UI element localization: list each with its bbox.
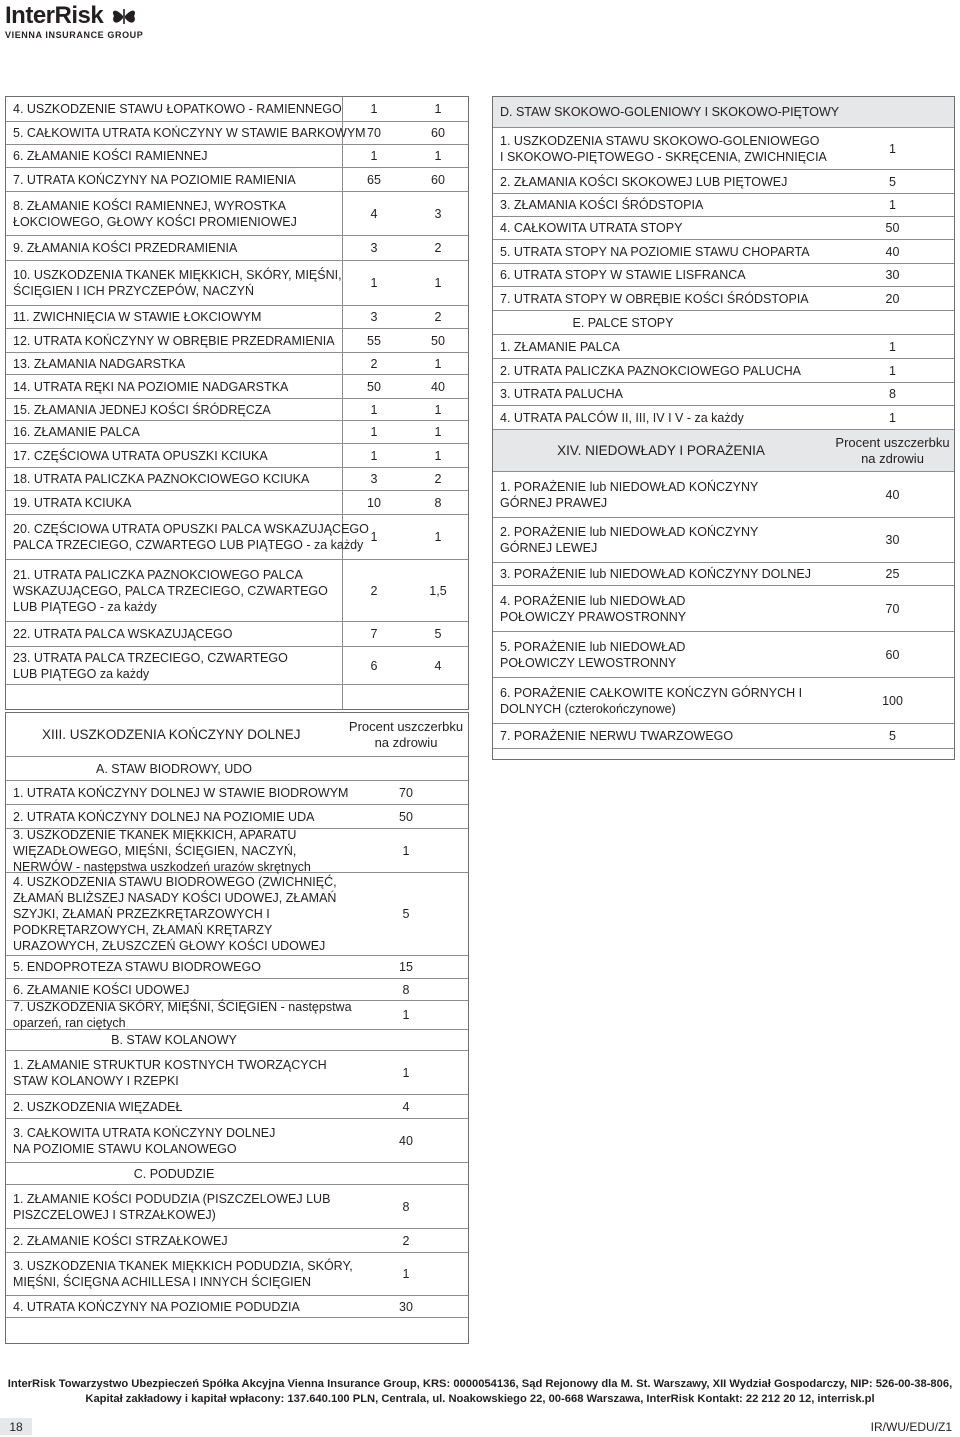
value-column-2: 1,5 (429, 583, 447, 598)
row-label: 16. ZŁAMANIE PALCA (13, 425, 140, 439)
footer-line-2: Kapitał zakładowy i kapitał wpłacony: 137.640.100 PLN, Centrala, ul. Noakowskiego 22, 00-668 Warszawa, InterRisk Kontakt: 22 212 20 12, interrisk.pl (85, 1393, 875, 1405)
value-column-1: 10 (367, 495, 381, 510)
row-label: 2. UTRATA KOŃCZYNY DOLNEJ NA POZIOMIE UDA (13, 809, 315, 824)
table-row (6, 122, 468, 145)
percent-value: 40 (885, 244, 900, 259)
table-row (6, 1185, 468, 1229)
row-label: 19. UTRATA KCIUKA (13, 495, 132, 510)
footer-line-1: InterRisk Towarzystwo Ubezpieczeń Spółka Akcyjna Vienna Insurance Group, KRS: 0000054136, Sąd Rejonowy dla M. St. Warszawy, XII Wydział Gospodarczy, NIP: 526-00-38-806, (7, 1378, 953, 1390)
percent-value: 8 (402, 1199, 410, 1214)
table-row (6, 873, 468, 956)
value-column-2: 1 (434, 530, 442, 544)
butterfly-icon (111, 3, 137, 29)
row-label: 3. CAŁKOWITA UTRATA KOŃCZYNY DOLNEJ NA POZIOMIE STAWU KOLANOWEGO (13, 1125, 276, 1156)
table-row (6, 1001, 468, 1030)
value-column-2: 40 (431, 379, 445, 394)
table-row (493, 264, 954, 287)
percent-value: 30 (885, 533, 900, 547)
value-column-2: 50 (431, 333, 445, 348)
value-column-2: 2 (434, 472, 442, 486)
value-column-1: 1 (370, 448, 378, 463)
value-column-1: 1 (370, 425, 378, 439)
table-row (6, 306, 468, 329)
row-label: 7. USZKODZENIA SKÓRY, MIĘŚNI, ŚCIĘGIEN - następstwa oparzeń, ran ciętych (13, 1000, 352, 1030)
row-label: 20. CZĘŚCIOWA UTRATA OPUSZKI PALCA WSKAZUJĄCEGO PALCA TRZECIEGO, CZWARTEGO LUB PIĄTEGO - za każdy (13, 522, 369, 552)
table-row (6, 444, 468, 468)
subsection-header-row (6, 1163, 468, 1185)
percent-value: 70 (399, 785, 413, 800)
value-column-1: 1 (370, 149, 378, 163)
section-title-row (6, 713, 468, 757)
table-row (6, 1296, 468, 1318)
row-label: 5. CAŁKOWITA UTRATA KOŃCZYNY W STAWIE BARKOWYM (13, 126, 366, 140)
percent-value: 70 (885, 601, 900, 616)
row-label: 4. UTRATA PALCÓW II, III, IV I V - za każdy (500, 410, 744, 425)
percent-value: 60 (885, 647, 900, 662)
row-label: 1. USZKODZENIA STAWU SKOKOWO-GOLENIOWEGO I SKOKOWO-PIĘTOWEGO - SKRĘCENIA, ZWICHNIĘCIA (500, 133, 827, 164)
company-footer (0, 1377, 960, 1407)
row-label: 4. CAŁKOWITA UTRATA STOPY (500, 221, 683, 235)
row-label: 3. USZKODZENIA TKANEK MIĘKKICH PODUDZIA, SKÓRY, MIĘŚNI, ŚCIĘGNA ACHILLESA I INNYCH ŚCIĘGIEN (13, 1259, 353, 1289)
table-row (493, 287, 954, 311)
table-row (6, 192, 468, 236)
value-column-2: 8 (434, 495, 442, 510)
row-label: 18. UTRATA PALICZKA PAZNOKCIOWEGO KCIUKA (13, 472, 310, 486)
percent-value: 30 (885, 268, 900, 282)
section-header: D. STAW SKOKOWO-GOLENIOWY I SKOKOWO-PIĘTOWY (500, 105, 840, 119)
table-row (6, 261, 468, 306)
row-label: 1. ZŁAMANIE PALCA (500, 339, 620, 354)
table-row (6, 515, 468, 560)
percent-value: 1 (889, 410, 896, 425)
table-row (6, 622, 468, 647)
subsection-header: E. PALCE STOPY (572, 315, 674, 330)
percent-value: 1 (402, 1065, 410, 1080)
table-row (493, 170, 954, 194)
percent-value: 1 (402, 1008, 410, 1022)
percent-value: 4 (402, 1099, 410, 1114)
value-column-2: 1 (434, 425, 442, 439)
row-label: 7. UTRATA KOŃCZYNY NA POZIOMIE RAMIENIA (13, 172, 296, 187)
value-column-2: 1 (434, 402, 442, 417)
row-label: 12. UTRATA KOŃCZYNY W OBRĘBIE PRZEDRAMIENIA (13, 333, 335, 348)
value-column-1: 2 (370, 583, 378, 598)
subsection-header: C. PODUDZIE (133, 1166, 215, 1181)
table-row (6, 1095, 468, 1119)
subsection-header: B. STAW KOLANOWY (111, 1033, 237, 1047)
row-label: 7. UTRATA STOPY W OBRĘBIE KOŚCI ŚRÓDSTOPIA (500, 291, 809, 306)
lower-limb-table (5, 712, 469, 1344)
table-row (6, 236, 468, 261)
upper-limb-table (5, 96, 469, 710)
percent-value: 1 (402, 843, 410, 858)
row-label: 4. USZKODZENIE STAWU ŁOPATKOWO - RAMIENNEGO (13, 102, 342, 116)
section-title: XIV. NIEDOWŁADY I PORAŻENIA (557, 442, 765, 458)
row-label: 2. UTRATA PALICZKA PAZNOKCIOWEGO PALUCHA (500, 363, 801, 378)
value-column-2: 4 (434, 658, 442, 673)
percent-value: 5 (889, 174, 896, 189)
row-label: 3. UTRATA PALUCHA (500, 387, 623, 401)
percent-value: 8 (402, 982, 410, 997)
row-label: 1. ZŁAMANIE KOŚCI PODUDZIA (PISZCZELOWEJ LUB PISZCZELOWEJ I STRZAŁKOWEJ) (13, 1191, 331, 1222)
table-row (493, 335, 954, 359)
percent-value: 2 (402, 1233, 410, 1248)
foot-and-paralysis-table (492, 96, 955, 760)
table-row (6, 979, 468, 1001)
document-code: IR/WU/EDU/Z1 (870, 1420, 952, 1434)
row-label: 5. PORAŻENIE lub NIEDOWŁAD POŁOWICZY LEWOSTRONNY (500, 639, 686, 670)
section-header-row (493, 97, 954, 128)
percent-value: 40 (885, 487, 900, 502)
value-column-2: 1 (434, 356, 442, 371)
value-column-2: 1 (434, 448, 442, 463)
value-column-1: 1 (370, 402, 378, 417)
value-column-2: 5 (434, 627, 442, 641)
percent-value: 1 (889, 198, 896, 212)
row-label: 1. UTRATA KOŃCZYNY DOLNEJ W STAWIE BIODROWYM (13, 785, 349, 800)
value-column-2: 2 (434, 241, 442, 255)
table-row (493, 383, 954, 406)
section-title: XIII. USZKODZENIA KOŃCZYNY DOLNEJ (42, 726, 301, 742)
row-label: 14. UTRATA RĘKI NA POZIOMIE NADGARSTKA (13, 379, 289, 394)
percent-value: 15 (399, 960, 413, 974)
table-row (493, 194, 954, 217)
percent-value: 1 (889, 339, 896, 354)
row-label: 1. ZŁAMANIE STRUKTUR KOSTNYCH TWORZĄCYCH STAW KOLANOWY I RZEPKI (13, 1057, 327, 1088)
row-label: 4. USZKODZENIA STAWU BIODROWEGO (ZWICHNIĘĆ, ZŁAMAŃ BLIŻSZEJ NASADY KOŚCI UDOWEJ, ZŁAMAŃ SZYJKI, ZŁAMAŃ PRZEZKRĘTARZOWYCH I PODKRĘTARZOWYCH, ZŁAMAŃ KRĘTARZY URAZOWYCH, ZŁUSZCZEŃ GŁOWY KOŚCI UDOWEJ (13, 875, 337, 953)
table-row (6, 647, 468, 685)
table-row (6, 168, 468, 192)
row-label: 3. ZŁAMANIA KOŚCI ŚRÓDSTOPIA (500, 198, 704, 212)
value-column-2: 60 (431, 172, 445, 187)
table-row (493, 518, 954, 563)
value-column-2: 2 (434, 310, 442, 324)
value-column-1: 3 (370, 310, 378, 324)
value-column-1: 50 (367, 379, 381, 394)
table-row (493, 217, 954, 240)
percent-value: 5 (402, 907, 410, 921)
row-label: 4. UTRATA KOŃCZYNY NA POZIOMIE PODUDZIA (13, 1299, 300, 1314)
table-row (6, 560, 468, 622)
value-column-1: 55 (367, 333, 381, 348)
table-row (493, 563, 954, 586)
value-column-1: 3 (370, 241, 378, 255)
table-row (493, 240, 954, 264)
row-label: 6. UTRATA STOPY W STAWIE LISFRANCA (500, 268, 746, 282)
logo-wordmark: InterRisk (5, 2, 104, 29)
row-label: 13. ZŁAMANIA NADGARSTKA (13, 356, 186, 371)
value-column-1: 7 (370, 627, 378, 641)
table-row (6, 1051, 468, 1095)
value-column-1: 1 (370, 530, 378, 544)
percent-value: 1 (889, 363, 896, 378)
table-row (6, 468, 468, 491)
row-label: 2. PORAŻENIE lub NIEDOWŁAD KOŃCZYNY GÓRNEJ LEWEJ (500, 525, 759, 555)
row-label: 10. USZKODZENIA TKANEK MIĘKKICH, SKÓRY, MIĘŚNI, ŚCIĘGIEN I ICH PRZYCZEPÓW, NACZYŃ (13, 268, 342, 298)
table-row (493, 678, 954, 724)
value-column-2: 1 (434, 149, 442, 163)
table-row (6, 829, 468, 873)
row-label: 23. UTRATA PALCA TRZECIEGO, CZWARTEGO LUB PIĄTEGO za każdy (13, 650, 288, 681)
table-row (6, 956, 468, 979)
percent-value: 100 (882, 693, 903, 708)
percent-value: 1 (889, 141, 896, 156)
value-column-1: 1 (370, 276, 378, 290)
percent-value: 40 (399, 1133, 413, 1148)
row-label: 5. ENDOPROTEZA STAWU BIODROWEGO (13, 960, 261, 974)
row-label: 15. ZŁAMANIA JEDNEJ KOŚCI ŚRÓDRĘCZA (13, 402, 271, 417)
page-number: 18 (0, 1418, 32, 1435)
percent-value: 50 (399, 809, 413, 824)
percent-value: 1 (402, 1267, 410, 1281)
subsection-header-row (6, 757, 468, 781)
row-label: 3. PORAŻENIE lub NIEDOWŁAD KOŃCZYNY DOLNEJ (500, 567, 811, 581)
value-column-1: 1 (370, 102, 378, 116)
subsection-header: A. STAW BIODROWY, UDO (95, 761, 253, 776)
value-column-1: 2 (370, 356, 378, 371)
company-logo (5, 3, 145, 55)
value-column-2: 3 (434, 206, 442, 221)
row-label: 17. CZĘŚCIOWA UTRATA OPUSZKI KCIUKA (13, 448, 268, 463)
row-label: 3. USZKODZENIE TKANEK MIĘKKICH, APARATU WIĘZADŁOWEGO, MIĘŚNI, ŚCIĘGIEN, NACZYŃ, NERWÓW - następstwa uszkodzeń urazów skrętnych (13, 827, 311, 874)
row-label: 22. UTRATA PALCA WSKAZUJĄCEGO (13, 627, 233, 641)
row-label: 8. ZŁAMANIE KOŚCI RAMIENNEJ, WYROSTKA ŁOKCIOWEGO, GŁOWY KOŚCI PROMIENIOWEJ (13, 198, 297, 229)
value-column-1: 6 (370, 658, 378, 673)
percent-value: 50 (885, 221, 900, 235)
value-column-1: 70 (367, 126, 381, 140)
table-row (6, 145, 468, 168)
percent-header: Procent uszczerbku na zdrowiu (835, 434, 950, 466)
row-label: 9. ZŁAMANIA KOŚCI PRZEDRAMIENIA (13, 241, 238, 255)
row-label: 2. ZŁAMANIA KOŚCI SKOKOWEJ LUB PIĘTOWEJ (500, 174, 788, 189)
table-row (6, 1229, 468, 1253)
row-label: 21. UTRATA PALICZKA PAZNOKCIOWEGO PALCA WSKAZUJĄCEGO, PALCA TRZECIEGO, CZWARTEGO LUB PIĄTEGO - za każdy (13, 567, 328, 614)
table-row (493, 359, 954, 383)
row-label: 4. PORAŻENIE lub NIEDOWŁAD POŁOWICZY PRAWOSTRONNY (500, 593, 687, 624)
value-column-1: 3 (370, 472, 378, 486)
table-row (493, 406, 954, 430)
row-label: 11. ZWICHNIĘCIA W STAWIE ŁOKCIOWYM (13, 310, 262, 324)
value-column-2: 1 (434, 276, 442, 290)
percent-value: 8 (889, 387, 896, 401)
subsection-header-row (493, 311, 954, 335)
table-row (6, 805, 468, 829)
table-row (6, 491, 468, 515)
table-row (6, 781, 468, 805)
row-label: 2. USZKODZENIA WIĘZADEŁ (13, 1099, 183, 1114)
table-row (6, 421, 468, 444)
table-row (493, 724, 954, 749)
table-row (6, 353, 468, 375)
row-label: 2. ZŁAMANIE KOŚCI STRZAŁKOWEJ (13, 1233, 228, 1248)
table-row (6, 329, 468, 353)
percent-header: Procent uszczerbku na zdrowiu (348, 718, 464, 750)
table-row (6, 97, 468, 122)
percent-value: 25 (885, 567, 900, 581)
table-row (493, 632, 954, 678)
value-column-1: 65 (367, 172, 381, 187)
percent-value: 5 (889, 729, 896, 743)
row-label: 1. PORAŻENIE lub NIEDOWŁAD KOŃCZYNY GÓRNEJ PRAWEJ (500, 479, 759, 510)
table-row (493, 586, 954, 632)
value-column-2: 60 (431, 126, 445, 140)
logo-subtitle: VIENNA INSURANCE GROUP (5, 30, 144, 40)
table-row (493, 128, 954, 170)
table-row (6, 1119, 468, 1163)
table-row (6, 399, 468, 421)
value-column-1: 4 (370, 206, 378, 221)
subsection-header-row (6, 1030, 468, 1051)
row-label: 6. PORAŻENIE CAŁKOWITE KOŃCZYN GÓRNYCH I DOLNYCH (czterokończynowe) (500, 685, 803, 716)
table-row (493, 472, 954, 518)
table-row (6, 1253, 468, 1296)
percent-value: 30 (399, 1299, 413, 1314)
value-column-2: 1 (434, 102, 442, 116)
row-label: 5. UTRATA STOPY NA POZIOMIE STAWU CHOPARTA (500, 244, 810, 259)
row-label: 7. PORAŻENIE NERWU TWARZOWEGO (500, 729, 734, 743)
row-label: 6. ZŁAMANIE KOŚCI RAMIENNEJ (13, 149, 208, 163)
table-row (6, 375, 468, 399)
section-title-row (493, 430, 954, 472)
percent-value: 20 (885, 291, 900, 306)
row-label: 6. ZŁAMANIE KOŚCI UDOWEJ (13, 982, 190, 997)
